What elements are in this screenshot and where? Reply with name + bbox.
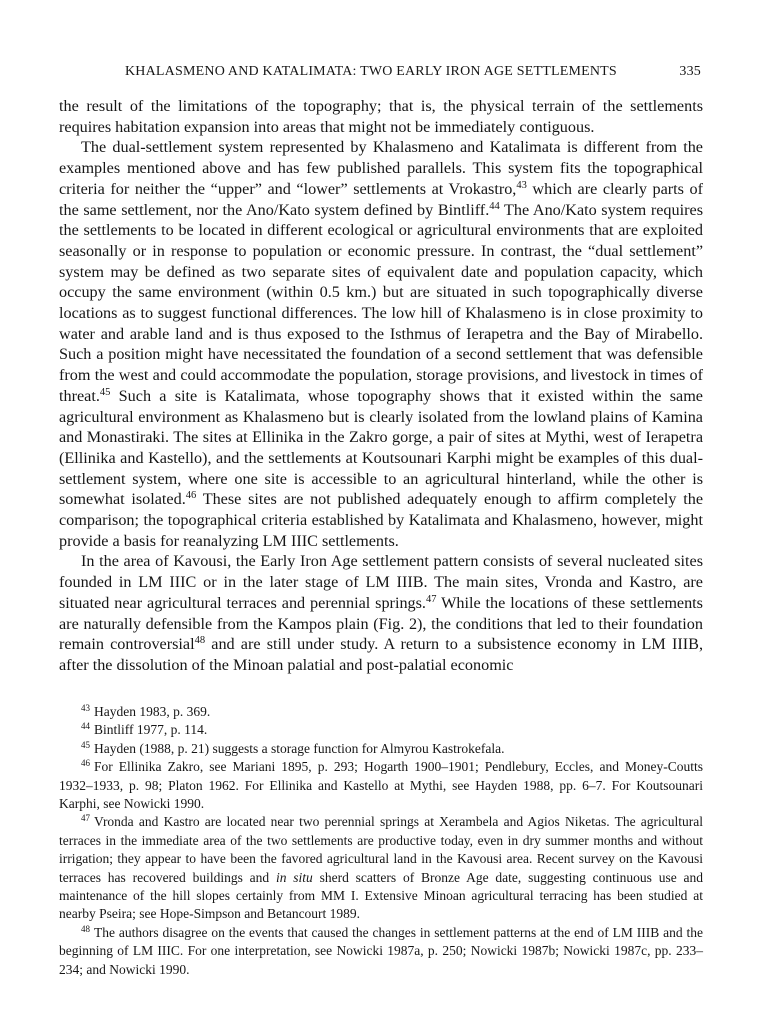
footnote-text: Bintliff 1977, p. 114. [94, 722, 208, 738]
footnote-43 [59, 703, 703, 721]
footnote-number: 47 [81, 813, 90, 824]
footnote-text: Hayden (1988, p. 21) suggests a storage function for Almyrou Kastrokefala. [94, 740, 505, 756]
paragraph-2-text-d: Such a site is Katalimata, whose topography shows that it existed within the same agricultural environment as Khalasmeno but is clearly isolated from the lowland plains of Kamina and Monastiraki. The sites at Ellinika in the Zakro gorge, a pair of sites at Mythi, west of Ierapetra (Ellinika and Kastello), and the settlements at Koutsounari Karphi might be examples of this dual-settlement system, where one site is accessible to an agricultural hinterland, while the other is somewhat isolated. [59, 386, 703, 509]
footnote-number: 43 [81, 703, 90, 713]
footnotes [59, 703, 703, 979]
footnote-ref-43[interactable]: 43 [516, 179, 527, 191]
footnote-number: 45 [81, 739, 90, 750]
body-text [59, 96, 703, 676]
footnote-ref-45[interactable]: 45 [99, 386, 111, 398]
footnote-number: 46 [81, 758, 90, 769]
paragraph-3-text-a: In the area of Kavousi, the Early Iron Age settlement pattern consists of several nucleated sites founded in LM IIIC or in the later stage of LM IIIB. The main sites, Vronda and Kastro, are situated near agricultural terraces and perennial springs. [59, 552, 703, 612]
paragraph-3 [59, 551, 703, 675]
footnote-46 [59, 758, 703, 813]
footnote-48 [59, 924, 703, 979]
footnote-47 [59, 813, 703, 923]
running-head-title: KHALASMENO AND KATALIMATA: TWO EARLY IRON AGE SETTLEMENTS [125, 64, 617, 79]
footnote-text: sherd scatters of Bronze Age date, suggesting continuous use and maintenance of the hill slopes certainly from MM I. Extensive Minoan agricultural terracing has been studied at nearby Pseira; see Hope-Simpson and Betancourt 1989. [59, 869, 703, 922]
page [59, 0, 703, 1024]
paragraph-2-text-e: These sites are not published adequately enough to affirm completely the comparison; the topographical criteria established by Katalimata and Khalasmeno, however, might provide a basis for reanalyzing LM IIIC settlements. [59, 490, 704, 550]
footnote-text: Vronda and Kastro are located near two perennial springs at Xerambela and Agios Niketas. The agricultural terraces in the immediate area of the two settlements are productive today, even in dry summer months and without irrigation; they appear to have been the favored agricultural land in the Kavousi area. Recent survey on the Kavousi terraces has recovered buildings and [59, 814, 703, 885]
footnote-number: 48 [81, 923, 90, 934]
footnote-text: For Ellinika Zakro, see Mariani 1895, p. 293; Hogarth 1900–1901; Pendlebury, Eccles, and Money-Coutts 1932–1933, p. 98; Platon 1962. For Ellinika and Kastello at Mythi, see Hayden 1988, pp. 6–7. For Koutsounari Karphi, see Nowicki 1990. [59, 759, 703, 812]
footnote-number: 44 [81, 721, 90, 732]
footnote-45 [59, 740, 703, 758]
footnote-ref-46[interactable]: 46 [185, 490, 197, 502]
footnote-ref-44[interactable]: 44 [489, 200, 500, 212]
paragraph-2 [59, 137, 703, 551]
paragraph-2-text-c: The Ano/Kato system requires the settlements to be located in different ecological or agricultural environments that are exploited seasonally or in response to population or economic pressure. In contrast, the “dual settlement” system may be defined as two separate sites of equivalent date and population capacity, which occupy the same environment (within 0.5 km.) but are situated in such topographically diverse locations as to suggest functional differences. The low hill of Khalasmeno is in close proximity to water and arable land and is thus exposed to the Isthmus of Ierapetra and the Bay of Mirabello. Such a position might have necessitated the foundation of a second settlement that was defensible from the west and could accommodate the population, storage provisions, and livestock in times of threat. [59, 200, 703, 405]
footnote-44 [59, 721, 703, 739]
paragraph-1-text: the result of the limitations of the topography; that is, the physical terrain of the settlements requires habitation expansion into areas that might not be immediately contiguous. [59, 97, 703, 136]
footnote-ref-47[interactable]: 47 [425, 593, 437, 605]
paragraph-1 [59, 96, 703, 137]
footnote-text: The authors disagree on the events that caused the changes in settlement patterns at the end of LM IIIB and the beginning of LM IIIC. For one interpretation, see Nowicki 1987a, p. 250; Nowicki 1987b; Nowicki 1987c, pp. 233–234; and Nowicki 1990. [59, 924, 703, 977]
paragraph-3-text-b: While the locations of these settlements are naturally defensible from the Kampos plain (Fig. 2), the conditions that led to their foundation remain controversial [59, 593, 703, 654]
paragraph-2-text-a: The dual-settlement system represented by Khalasmeno and Katalimata is different from the examples mentioned above and has few published parallels. This system fits the topographical criteria for neither the “upper” and “lower” settlements at Vrokastro, [59, 138, 703, 198]
paragraph-2-text-b: which are clearly parts of the same settlement, nor the Ano/Kato system defined by Bintliff. [59, 179, 703, 219]
footnote-text: Hayden 1983, p. 369. [94, 704, 211, 719]
paragraph-3-text-c: and are still under study. A return to a subsistence economy in LM IIIB, after the dissolution of the Minoan palatial and post-palatial economic [59, 635, 703, 674]
footnote-italic-text: in situ [275, 869, 313, 885]
footnote-ref-48[interactable]: 48 [194, 635, 206, 647]
page-number: 335 [679, 64, 701, 79]
